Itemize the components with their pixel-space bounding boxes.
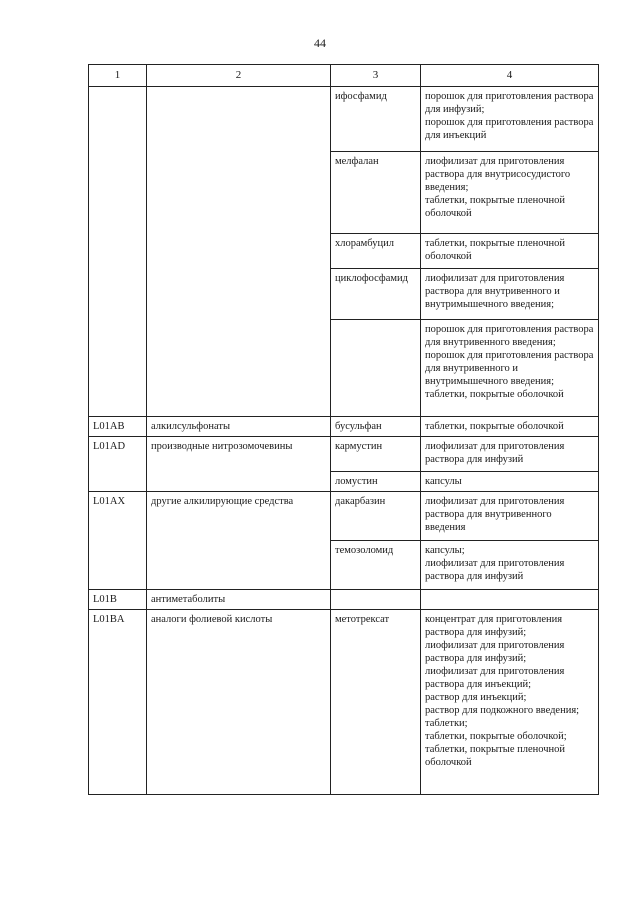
drug-name-cell: темозоломид — [331, 541, 421, 590]
drug-name-cell: ломустин — [331, 472, 421, 492]
table-row — [89, 87, 599, 152]
dosage-forms-cell: таблетки, покрытые пленочной оболочкой — [421, 234, 599, 269]
atc-code-cell — [89, 87, 147, 417]
drug-name-cell: ифосфамид — [331, 87, 421, 152]
drug-name-cell: циклофосфамид — [331, 269, 421, 320]
atc-code-cell: L01BA — [89, 610, 147, 795]
table-row — [89, 492, 599, 541]
drug-name-cell — [331, 590, 421, 610]
dosage-forms-cell: лиофилизат для приготовления раствора для внутрисосудистого введения; таблетки, покрытые пленочной оболочкой — [421, 152, 599, 234]
page-number: 44 — [314, 36, 326, 50]
dosage-forms-cell — [421, 590, 599, 610]
drug-name-cell: кармустин — [331, 437, 421, 472]
table-row — [89, 610, 599, 795]
group-name-cell: производные нитрозомочевины — [147, 437, 331, 492]
dosage-forms-cell: таблетки, покрытые оболочкой — [421, 417, 599, 437]
header-col-2: 2 — [147, 65, 331, 87]
dosage-forms-cell: лиофилизат для приготовления раствора для внутривенного введения — [421, 492, 599, 541]
dosage-forms-cell: лиофилизат для приготовления раствора для внутривенного и внутримышечного введения; — [421, 269, 599, 320]
table-row — [89, 437, 599, 472]
group-name-cell — [147, 87, 331, 417]
group-name-cell: аналоги фолиевой кислоты — [147, 610, 331, 795]
table-row — [89, 417, 599, 437]
dosage-forms-cell: порошок для приготовления раствора для внутривенного введения; порошок для приготовления раствора для внутривенного и внутримышечного введения; таблетки, покрытые оболочкой — [421, 320, 599, 417]
table-row — [89, 590, 599, 610]
header-col-4: 4 — [421, 65, 599, 87]
drug-name-cell: бусульфан — [331, 417, 421, 437]
group-name-cell: антиметаболиты — [147, 590, 331, 610]
header-col-1: 1 — [89, 65, 147, 87]
atc-code-cell: L01AX — [89, 492, 147, 590]
atc-code-cell: L01AD — [89, 437, 147, 492]
dosage-forms-cell: порошок для приготовления раствора для инфузий; порошок для приготовления раствора для инъекций — [421, 87, 599, 152]
dosage-forms-cell: капсулы; лиофилизат для приготовления раствора для инфузий — [421, 541, 599, 590]
drug-table — [88, 64, 599, 795]
dosage-forms-cell: капсулы — [421, 472, 599, 492]
group-name-cell: другие алкилирующие средства — [147, 492, 331, 590]
atc-code-cell: L01AB — [89, 417, 147, 437]
header-col-3: 3 — [331, 65, 421, 87]
drug-name-cell: метотрексат — [331, 610, 421, 795]
group-name-cell: алкилсульфонаты — [147, 417, 331, 437]
header-row — [89, 65, 599, 87]
drug-name-cell: дакарбазин — [331, 492, 421, 541]
drug-name-cell: хлорамбуцил — [331, 234, 421, 269]
dosage-forms-cell: лиофилизат для приготовления раствора для инфузий — [421, 437, 599, 472]
drug-name-cell — [331, 320, 421, 417]
drug-name-cell: мелфалан — [331, 152, 421, 234]
dosage-forms-cell: концентрат для приготовления раствора для инфузий; лиофилизат для приготовления раствора для инфузий; лиофилизат для приготовления раствора для инъекций; раствор для инъекций; раствор для подкожного введения; таблетки; таблетки, покрытые оболочкой; таблетки, покрытые пленочной оболочкой — [421, 610, 599, 795]
atc-code-cell: L01B — [89, 590, 147, 610]
